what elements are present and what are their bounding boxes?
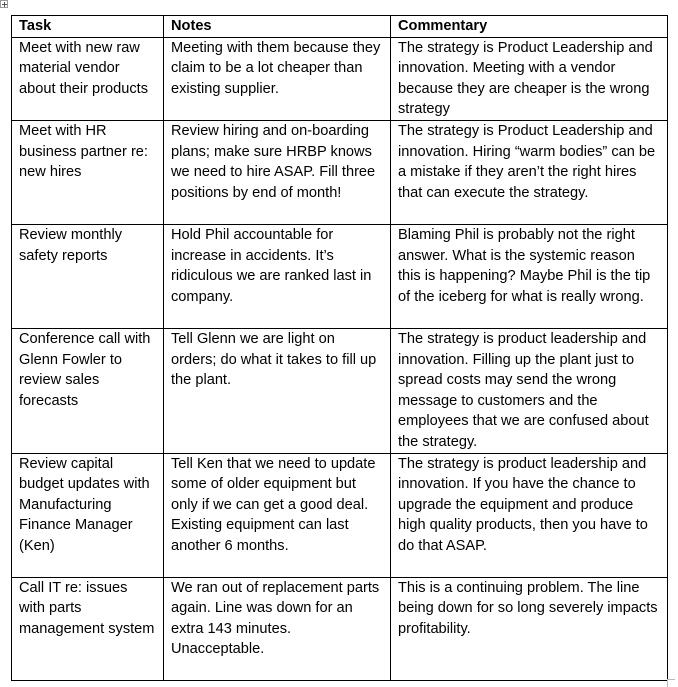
commentary-cell[interactable]: This is a continuing problem. The line being down for so long severely impacts profitability. — [391, 577, 668, 680]
table-row — [12, 120, 668, 224]
commentary-cell[interactable]: The strategy is Product Leadership and innovation. Meeting with a vendor because they are cheaper is the wrong strategy — [391, 37, 668, 120]
notes-cell[interactable]: Meeting with them because they claim to be a lot cheaper than existing supplier. — [164, 37, 391, 120]
commentary-cell[interactable]: The strategy is product leadership and innovation. If you have the chance to upgrade the equipment and produce high quality products, then you have to do that ASAP. — [391, 453, 668, 577]
table-resize-handle-icon[interactable] — [667, 679, 675, 687]
table-row — [12, 224, 668, 328]
notes-cell[interactable]: Tell Glenn we are light on orders; do what it takes to fill up the plant. — [164, 328, 391, 453]
header-notes: Notes — [164, 16, 391, 38]
table-row — [12, 453, 668, 577]
header-task: Task — [12, 16, 164, 38]
notes-cell[interactable]: Review hiring and on-boarding plans; make sure HRBP knows we need to hire ASAP. Fill three positions by end of month! — [164, 120, 391, 224]
task-cell[interactable]: Call IT re: issues with parts management system — [12, 577, 164, 680]
table-move-handle-icon[interactable] — [0, 0, 8, 8]
table-row — [12, 328, 668, 453]
commentary-cell[interactable]: The strategy is product leadership and innovation. Filling up the plant just to spread costs may send the wrong message to customers and the employees that we are confused about the strategy. — [391, 328, 668, 453]
commentary-cell[interactable]: The strategy is Product Leadership and innovation. Hiring “warm bodies” can be a mistake if they aren’t the right hires that can execute the strategy. — [391, 120, 668, 224]
task-cell[interactable]: Review capital budget updates with Manufacturing Finance Manager (Ken) — [12, 453, 164, 577]
notes-cell[interactable]: Tell Ken that we need to update some of older equipment but only if we can get a good deal. Existing equipment can last another 6 months. — [164, 453, 391, 577]
table-row — [12, 37, 668, 120]
notes-cell[interactable]: Hold Phil accountable for increase in accidents. It’s ridiculous we are ranked last in company. — [164, 224, 391, 328]
task-cell[interactable]: Meet with HR business partner re: new hires — [12, 120, 164, 224]
task-cell[interactable]: Conference call with Glenn Fowler to review sales forecasts — [12, 328, 164, 453]
task-cell[interactable]: Meet with new raw material vendor about their products — [12, 37, 164, 120]
table-row — [12, 577, 668, 680]
notes-cell[interactable]: We ran out of replacement parts again. Line was down for an extra 143 minutes. Unacceptable. — [164, 577, 391, 680]
header-commentary: Commentary — [391, 16, 668, 38]
task-cell[interactable]: Review monthly safety reports — [12, 224, 164, 328]
commentary-cell[interactable]: Blaming Phil is probably not the right answer. What is the systemic reason this is happening? Maybe Phil is the tip of the iceberg for what is really wrong. — [391, 224, 668, 328]
task-notes-commentary-table — [11, 15, 668, 681]
table-header-row — [12, 16, 668, 38]
